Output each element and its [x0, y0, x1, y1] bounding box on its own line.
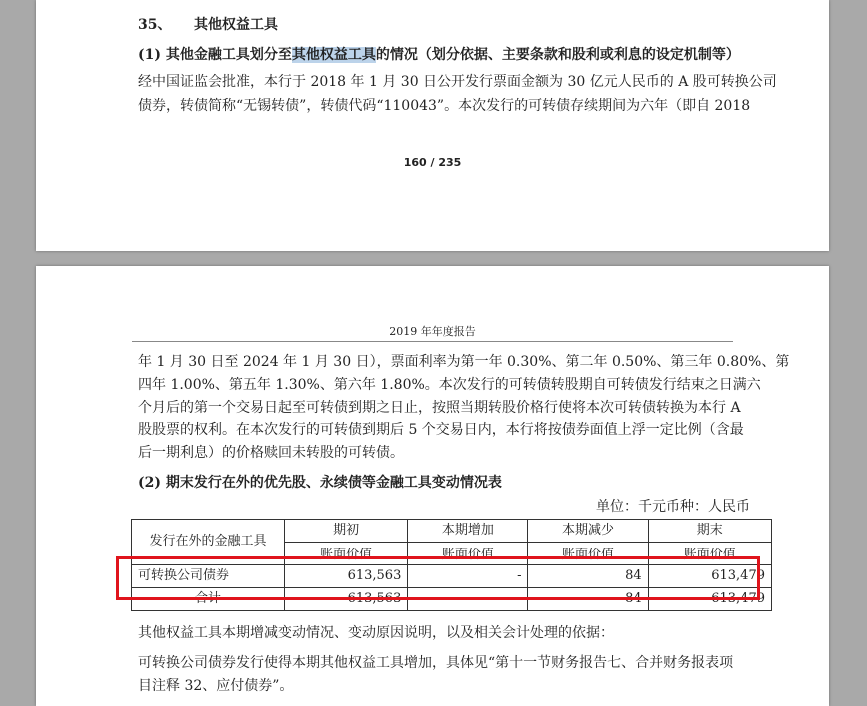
paragraph-line: 四年 1.00%、第五年 1.30%、第六年 1.80%。本次发行的可转债转股期自可转债发行结束之日满六 [138, 377, 761, 393]
paragraph-line: 股股票的权利。在本次发行的可转债到期后 5 个交易日内，本行将按债券面值上浮一定比例（含最 [138, 422, 744, 438]
running-header: 2019 年年度报告 [389, 325, 476, 338]
paragraph-line: 个月后的第一个交易日起至可转债到期之日止，按照当期转股价格行使将本次可转债转换为本行 A [138, 400, 741, 416]
paragraph-line: 债券，转债简称“无锡转债”，转债代码“110043”。本次发行的可转债存续期间为六年（即自 2018 [138, 98, 751, 114]
table-header-row [132, 520, 772, 543]
cell-instrument: 可转换公司债券 [132, 565, 285, 588]
paragraph-line: 后一期利息）的价格赎回未转股的可转债。 [138, 445, 404, 461]
unit-label: 单位：千元币种：人民币 [596, 499, 750, 515]
page-number: 160 / 235 [403, 156, 462, 169]
cell-increase: - [408, 588, 528, 611]
note-line: 目注释 32、应付债券”。 [138, 678, 294, 694]
cell-closing: 613,479 [648, 588, 771, 611]
header-divider [132, 341, 733, 342]
paragraph-line: 经中国证监会批准，本行于 2018 年 1 月 30 日公开发行票面金额为 30 亿元人民币的 A 股可转换公司 [138, 74, 777, 90]
subheader-book-value: 账面价值 [285, 543, 408, 565]
cell-opening: 613,563 [285, 588, 408, 611]
cell-closing: 613,479 [648, 565, 771, 588]
red-annotation-box [116, 556, 760, 600]
header-increase: 本期增加 [408, 520, 528, 543]
subheading-2: (2) 期末发行在外的优先股、永续债等金融工具变动情况表 [138, 475, 502, 491]
header-closing: 期末 [648, 520, 771, 543]
note-heading: 其他权益工具本期增减变动情况、变动原因说明，以及相关会计处理的依据： [138, 625, 614, 641]
subheader-book-value: 账面价值 [528, 543, 648, 565]
cell-increase: - [408, 565, 528, 588]
paragraph-line: 年 1 月 30 日至 2024 年 1 月 30 日），票面利率为第一年 0.30%、第二年 0.50%、第三年 0.80%、第 [138, 354, 790, 370]
section-title: 其他权益工具 [194, 17, 278, 33]
cell-opening: 613,563 [285, 565, 408, 588]
selected-text-highlight[interactable]: 其他权益工具 [291, 47, 376, 63]
cell-decrease: 84 [528, 565, 648, 588]
document-page-161 [36, 266, 829, 706]
header-instrument: 发行在外的金融工具 [132, 520, 285, 565]
subheader-book-value: 账面价值 [408, 543, 528, 565]
cell-decrease: 84 [528, 588, 648, 611]
note-line: 可转换公司债券发行使得本期其他权益工具增加，具体见“第十一节财务报告七、合并财务报表项 [138, 655, 734, 671]
subheading-1-post: 的情况（划分依据、主要条款和股利或利息的设定机制等） [375, 47, 740, 63]
subheading-1-pre: (1) 其他金融工具划分至 [138, 47, 292, 63]
header-opening: 期初 [285, 520, 408, 543]
header-decrease: 本期减少 [528, 520, 648, 543]
document-page-160 [36, 0, 829, 251]
subheader-book-value: 账面价值 [648, 543, 771, 565]
cell-total-label: 合计 [132, 588, 285, 611]
section-number: 35、 [138, 17, 172, 33]
subheading-1 [138, 44, 740, 64]
